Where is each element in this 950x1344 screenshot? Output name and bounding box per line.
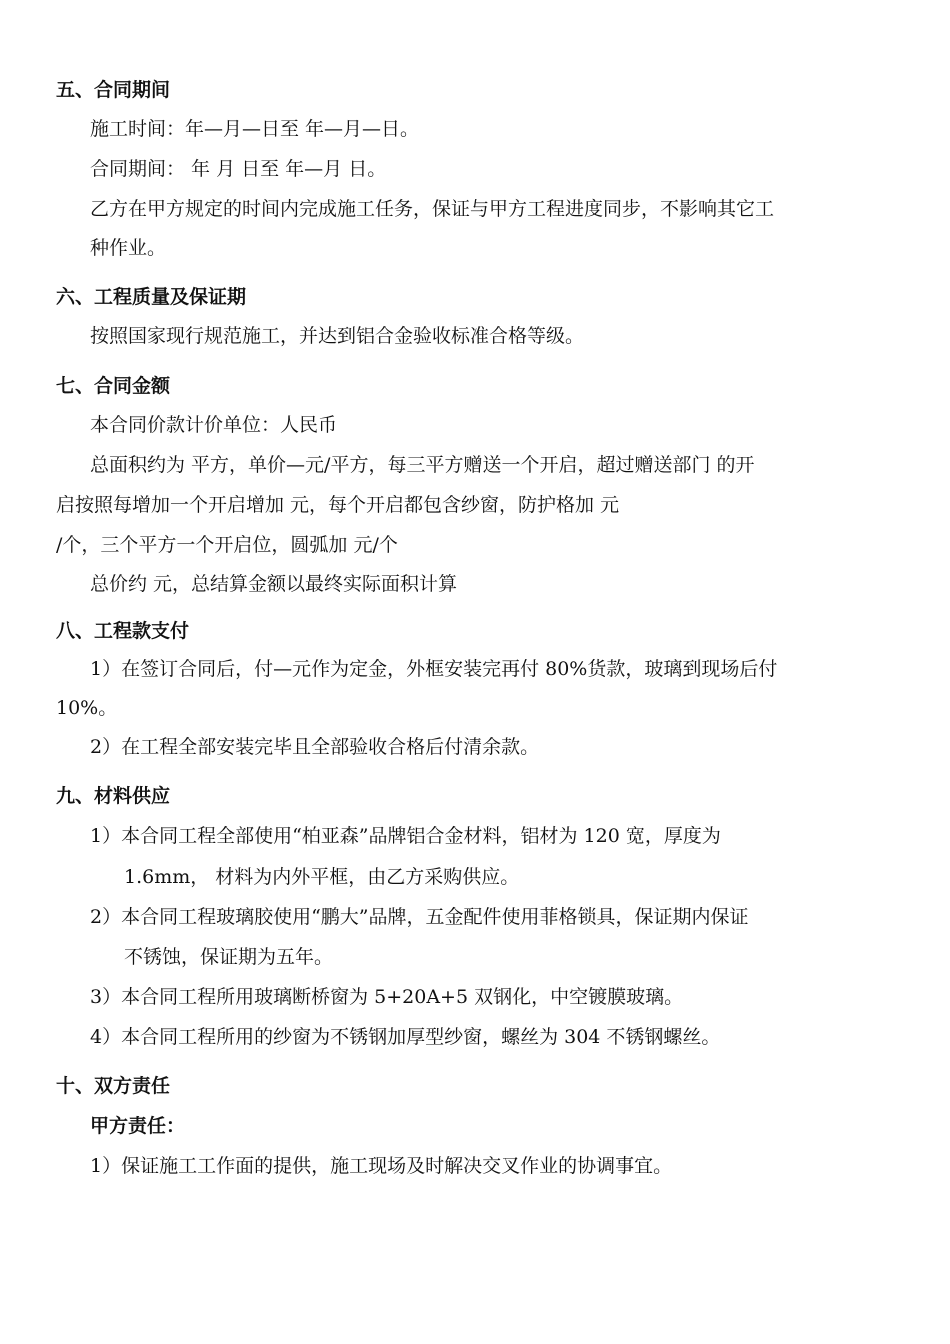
section-heading-quality: 六、工程质量及保证期 [56,286,247,308]
paragraph-line: 4）本合同工程所用的纱窗为不锈钢加厚型纱窗，螺丝为 304 不锈钢螺丝。 [90,1026,721,1048]
paragraph-line: 总面积约为 平方，单价—元/平方，每三平方赠送一个开启，超过赠送部门 的开 [90,454,755,476]
section-heading-amount: 七、合同金额 [56,375,171,397]
paragraph-line: 3）本合同工程所用玻璃断桥窗为 5+20A+5 双钢化，中空镀膜玻璃。 [90,986,684,1008]
paragraph-line: 2）本合同工程玻璃胶使用“鹏大”品牌，五金配件使用菲格锁具，保证期内保证 [90,906,749,928]
section-heading-materials: 九、材料供应 [56,785,171,807]
paragraph-line: 启按照每增加一个开启增加 元，每个开启都包含纱窗，防护格加 元 [56,494,620,516]
section-heading-responsibilities: 十、双方责任 [56,1075,171,1097]
paragraph-line: 1.6mm， 材料为内外平框，由乙方采购供应。 [124,866,520,888]
paragraph-line: 1）在签订合同后，付—元作为定金，外框安装完再付 80%货款，玻璃到现场后付 [90,658,778,680]
section-heading-contract-period: 五、合同期间 [56,79,171,101]
paragraph-line: 1）本合同工程全部使用“柏亚森”品牌铝合金材料，铝材为 120 宽，厚度为 [90,825,721,847]
subheading-party-a: 甲方责任： [90,1115,186,1137]
paragraph-line: 不锈蚀，保证期为五年。 [124,946,334,968]
paragraph-line: /个，三个平方一个开启位，圆弧加 元/个 [56,534,398,556]
paragraph-line: 种作业。 [90,237,167,259]
paragraph-line: 按照国家现行规范施工，并达到铝合金验收标准合格等级。 [90,325,585,347]
paragraph-line: 1）保证施工工作面的提供，施工现场及时解决交叉作业的协调事宜。 [90,1155,673,1177]
section-heading-payment: 八、工程款支付 [56,620,190,642]
paragraph-line: 乙方在甲方规定的时间内完成施工任务，保证与甲方工程进度同步，不影响其它工 [90,198,775,220]
paragraph-line: 2）在工程全部安装完毕且全部验收合格后付清余款。 [90,736,540,758]
paragraph-line: 总价约 元，总结算金额以最终实际面积计算 [90,573,458,595]
paragraph-line: 本合同价款计价单位：人民币 [90,414,338,436]
paragraph-line: 合同期间： 年 月 日至 年—月 日。 [90,158,387,180]
paragraph-line: 施工时间：年—月—日至 年—月—日。 [90,118,420,140]
paragraph-line: 10%。 [56,697,118,719]
